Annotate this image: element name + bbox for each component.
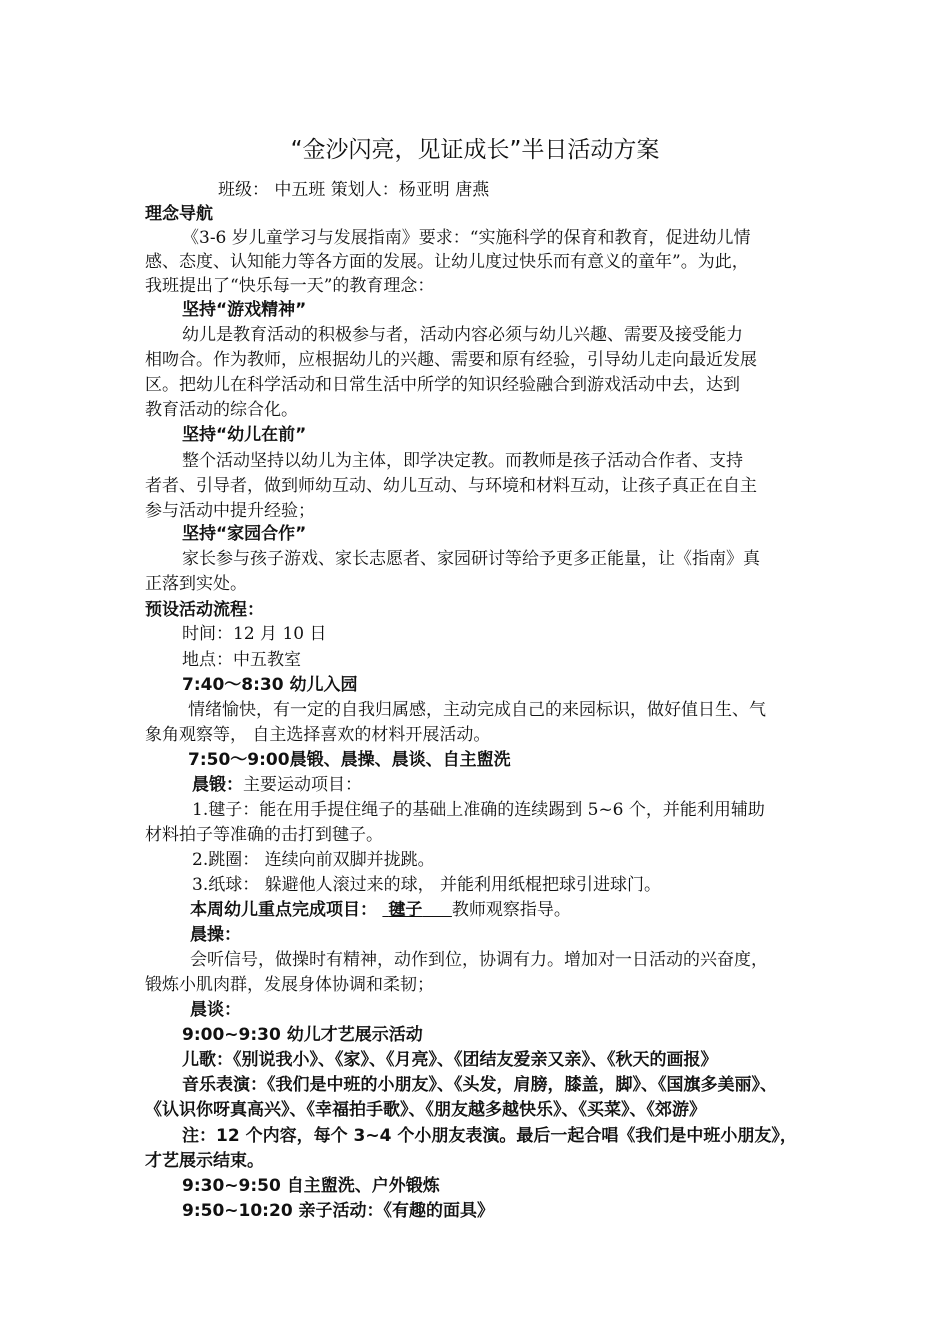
child-paragraph-line: 参与活动中提升经验； xyxy=(145,501,315,521)
exercise-item-line: 2.跳圈： 连续向前双脚并拢跳。 xyxy=(192,850,435,870)
child-paragraph-line: 者者、引导者，做到师幼互动、幼儿互动、与环境和材料互动，让孩子真正在自主 xyxy=(145,476,757,496)
class-planner-line: 班级： 中五班 策划人：杨亚明 唐燕 xyxy=(218,180,490,200)
slot-talent-title: 9:00~9:30 幼儿才艺展示活动 xyxy=(182,1025,423,1045)
section-concept-heading: 理念导航 xyxy=(145,204,213,224)
morning-talk-label: 晨谈： xyxy=(190,1000,241,1020)
slot-parent-child-title: 9:50~10:20 亲子活动：《有趣的面具》 xyxy=(182,1201,495,1221)
slot-morning-title: 7:50～9:00晨锻、晨操、晨谈、自主盥洗 xyxy=(188,750,511,770)
exercise-label: 晨锻： xyxy=(192,775,243,795)
home-paragraph-line: 家长参与孩子游戏、家长志愿者、家园研讨等给予更多正能量，让《指南》真 xyxy=(182,549,760,569)
morning-exercise-label: 晨操： xyxy=(190,925,241,945)
exercise-item-line: 3.纸球： 躲避他人滚过来的球， 并能利用纸棍把球引进球门。 xyxy=(192,875,662,895)
focus-label: 本周幼儿重点完成项目： xyxy=(190,900,377,920)
morning-exercise-line: 锻炼小肌肉群，发展身体协调和柔韧； xyxy=(145,975,434,995)
arrival-paragraph-line: 情绪愉快，有一定的自我归属感，主动完成自己的来园标识，做好值日生、气 xyxy=(188,700,766,720)
slot-arrival-title: 7:40～8:30 幼儿入园 xyxy=(182,675,358,695)
concept-paragraph-line: 感、态度、认知能力等各方面的发展。让幼儿度过快乐而有意义的童年”。为此， xyxy=(145,252,749,272)
note-line: 注：12 个内容，每个 3~4 个小朋友表演。最后一起合唱《我们是中班小朋友》， xyxy=(182,1126,797,1146)
morning-exercise-line: 会听信号，做操时有精神，动作到位，协调有力。增加对一日活动的兴奋度， xyxy=(190,950,768,970)
time-line: 时间：12 月 10 日 xyxy=(182,624,327,644)
game-paragraph-line: 相吻合。作为教师，应根据幼儿的兴趣、需要和原有经验，引导幼儿走向最近发展 xyxy=(145,350,757,370)
focus-value: 毽子 xyxy=(388,900,423,920)
concept-paragraph-line: 我班提出了“快乐每一天”的教育理念： xyxy=(145,276,435,296)
slot-wash-outdoor-title: 9:30~9:50 自主盥洗、户外锻炼 xyxy=(182,1176,440,1196)
game-paragraph-line: 区。把幼儿在科学活动和日常生活中所学的知识经验融合到游戏活动中去，达到 xyxy=(145,375,740,395)
exercise-intro-line xyxy=(192,773,362,797)
game-paragraph-line: 幼儿是教育活动的积极参与者，活动内容必须与幼儿兴趣、需要及接受能力 xyxy=(182,325,743,345)
music-line: 《认识你呀真高兴》、《幸福拍手歌》、《朋友越多越快乐》、《买菜》、《郊游》 xyxy=(145,1100,706,1120)
place-line: 地点：中五教室 xyxy=(182,650,301,670)
child-paragraph-line: 整个活动坚持以幼儿为主体，即学决定教。而教师是孩子活动合作者、支持 xyxy=(182,451,743,471)
exercise-item-line: 材料拍子等准确的击打到毽子。 xyxy=(145,825,383,845)
document-title: “金沙闪亮，见证成长”半日活动方案 xyxy=(290,137,660,163)
heading-game-spirit: 坚持“游戏精神” xyxy=(182,300,307,320)
heading-home-school: 坚持“家园合作” xyxy=(182,524,307,544)
home-paragraph-line: 正落到实处。 xyxy=(145,574,247,594)
heading-child-first: 坚持“幼儿在前” xyxy=(182,425,307,445)
arrival-paragraph-line: 象角观察等， 自主选择喜欢的材料开展活动。 xyxy=(145,725,491,745)
music-line: 音乐表演：《我们是中班的小朋友》、《头发，肩膀，膝盖，脚》、《国旗多美丽》、 xyxy=(182,1075,777,1095)
focus-tail: 教师观察指导。 xyxy=(451,900,571,920)
focus-project-line xyxy=(190,898,571,922)
exercise-item-line: 1.毽子：能在用手提住绳子的基础上准确的连续踢到 5~6 个，并能利用辅助 xyxy=(192,800,765,820)
note-line: 才艺展示结束。 xyxy=(145,1151,264,1171)
section-flow-heading: 预设活动流程： xyxy=(145,600,264,620)
concept-paragraph-line: 《3-6 岁儿童学习与发展指南》要求：“实施科学的保育和教育，促进幼儿情 xyxy=(182,228,751,248)
exercise-intro: 主要运动项目： xyxy=(243,775,362,795)
songs-line: 儿歌：《别说我小》、《家》、《月亮》、《团结友爱亲又亲》、《秋天的画报》 xyxy=(182,1050,718,1070)
game-paragraph-line: 教育活动的综合化。 xyxy=(145,400,298,420)
